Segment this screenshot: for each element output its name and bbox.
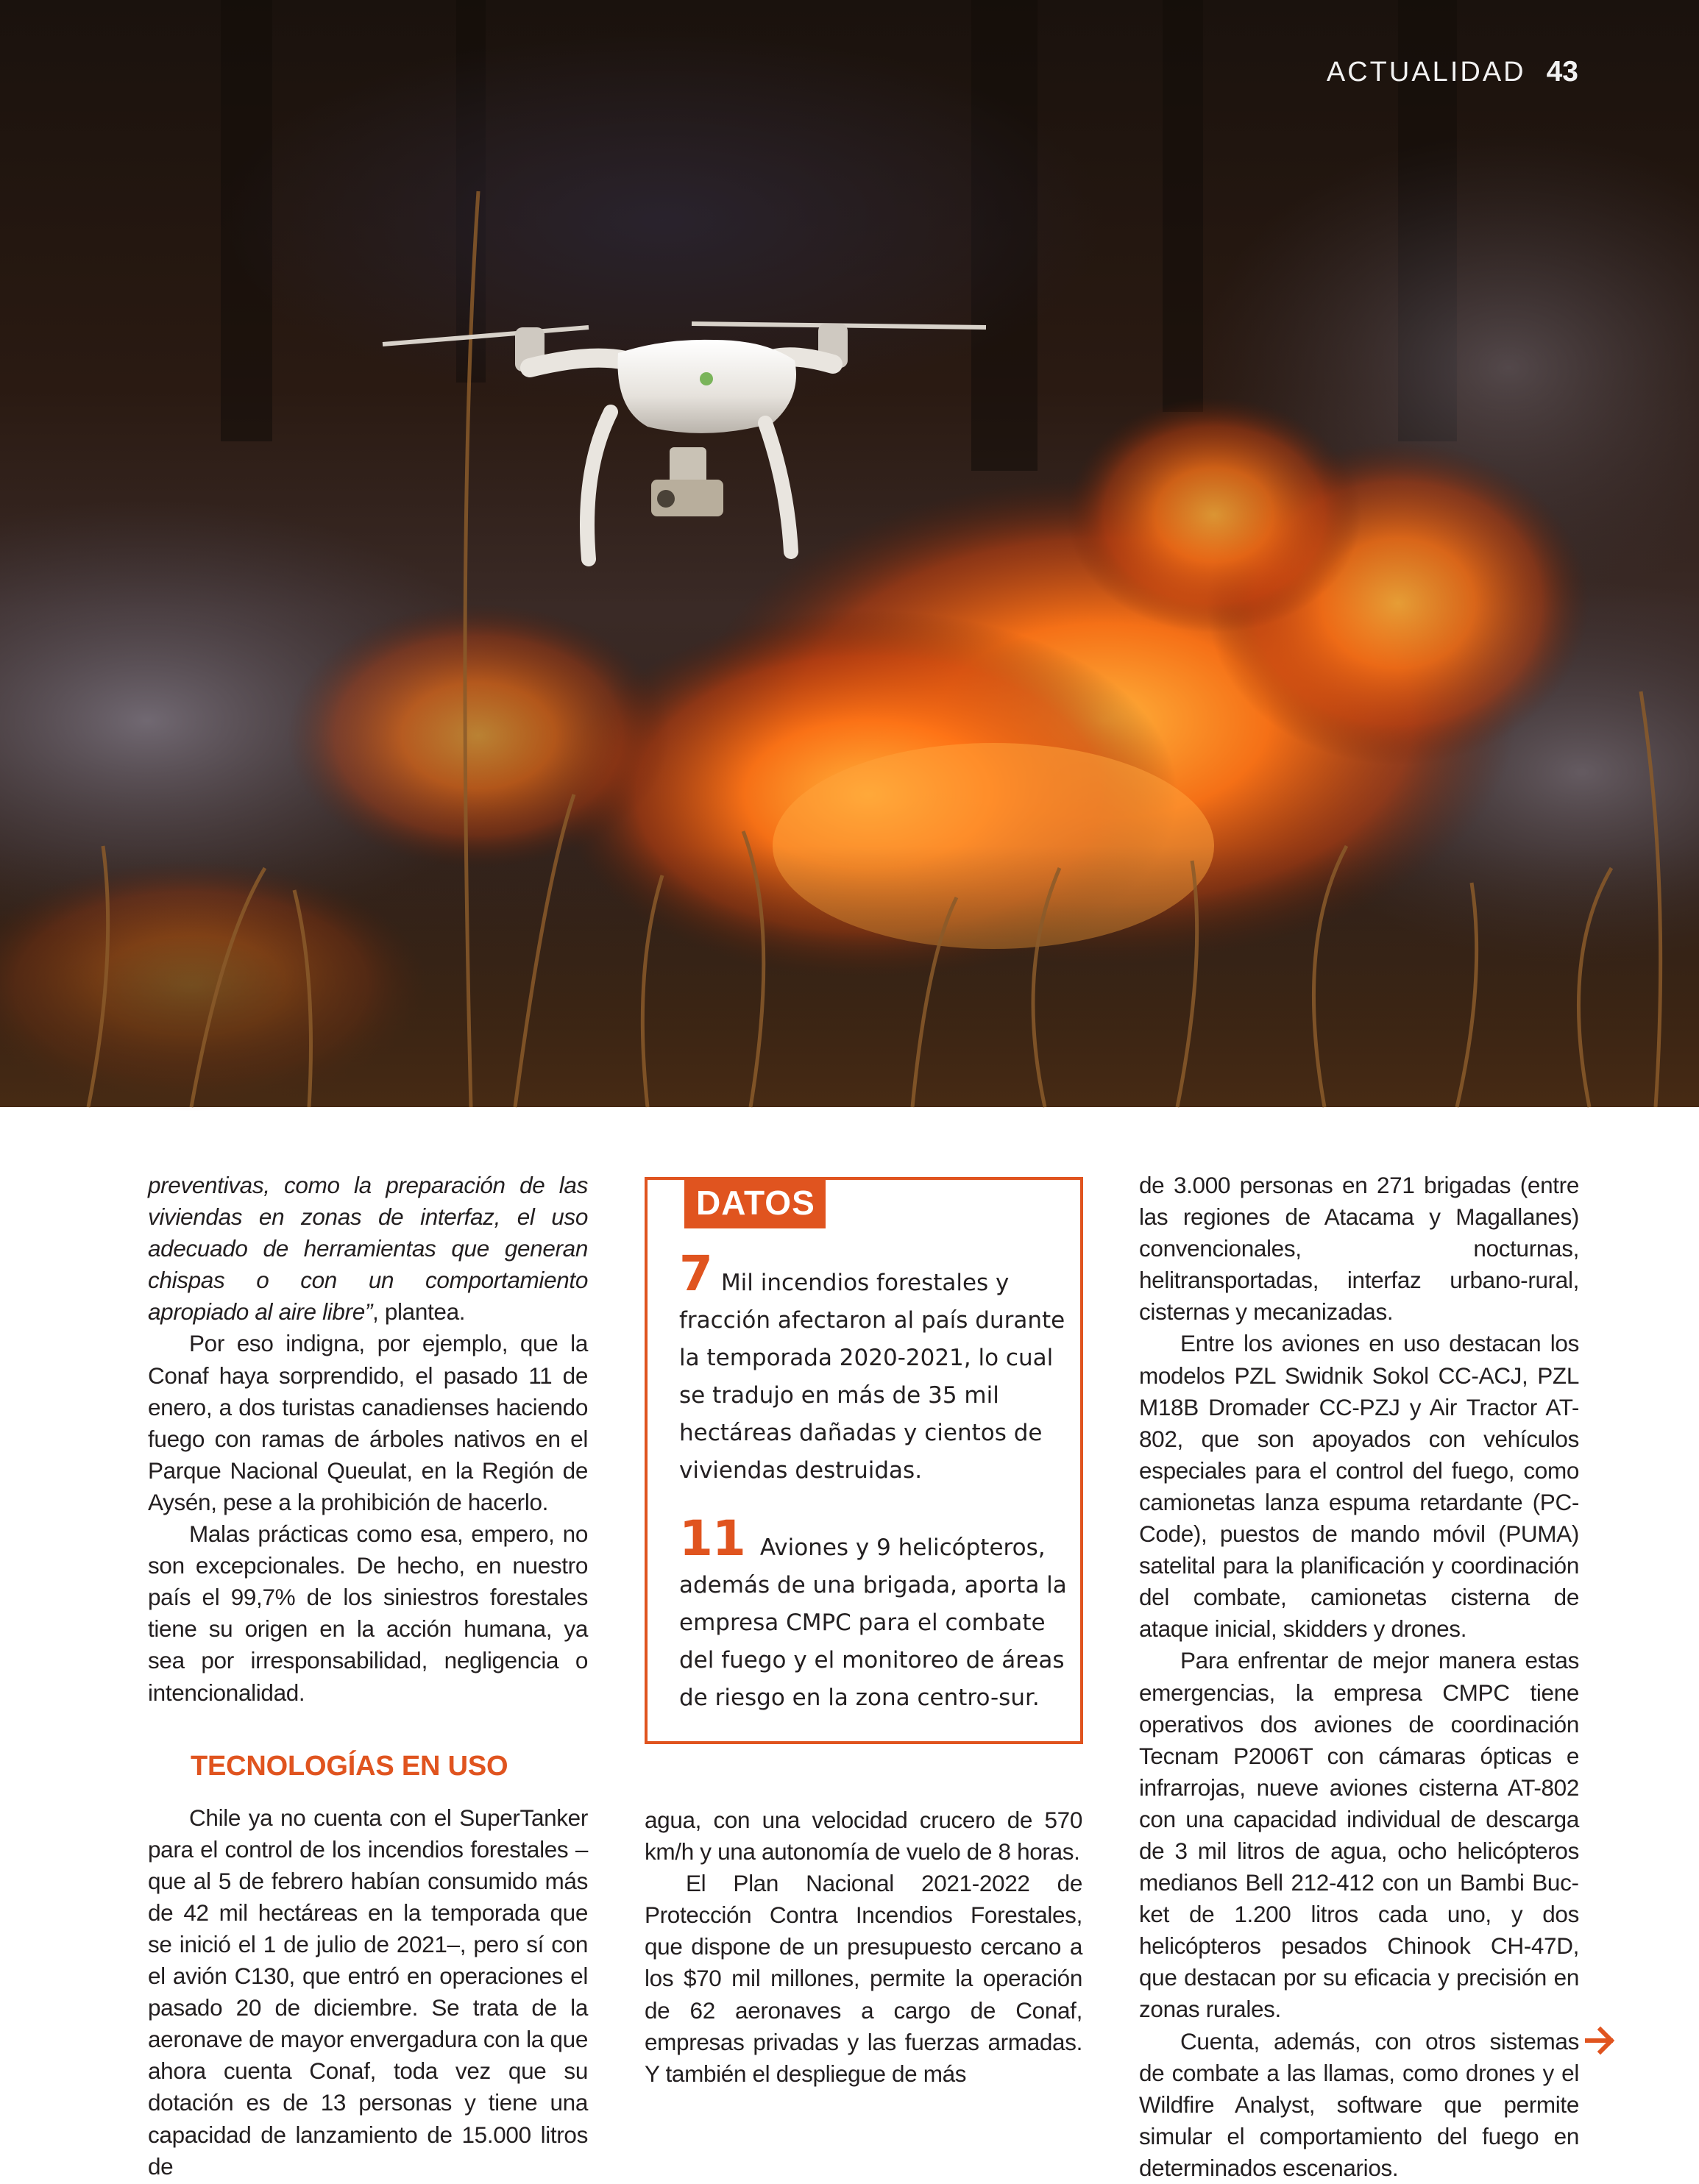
datos-title: DATOS bbox=[684, 1177, 826, 1228]
paragraph: Entre los aviones en uso destacan los modelos PZL Swidnik Sokol CC-ACJ, PZL M18B Dromader CC-PZJ y Air Tractor AT-802, que son apoyados con vehículos especiales para el control del fuego, como camionetas lanza espuma retardante (PC-Code), puestos de mando móvil (PUMA) satelital para la planificación y coordinación del combate, camionetas cisterna de ataque inicial, skidders y drones. bbox=[1139, 1330, 1579, 1643]
paragraph: Chile ya no cuenta con el SuperTanker para el control de los incendios forestales –que al 5 de febrero habían consumido más de 42 mil hectáreas en la temporada que se inició el 1 de julio de 2021–, pero sí con el avión C130, que entró en operaciones el pasado 20 de diciembre. Se trata de la aeronave de mayor envergadura con la que ahora cuenta Conaf, toda vez que su dotación es de 13 personas y tiene una capacidad de lanzamiento de 15.000 litros de bbox=[148, 1804, 588, 2180]
left-column bbox=[148, 1170, 588, 2183]
fact-number: 7 bbox=[679, 1245, 712, 1302]
paragraph: El Plan Nacional 2021-2022 de Protección Contra Incendios Forestales, que dispone de un presupuesto cercano a los $70 mil millones, permite la operación de 62 aeronaves a cargo de Conaf, empresas privadas y las fuerzas armadas. Y también el despliegue de más bbox=[645, 1870, 1082, 2087]
fact-number: 11 bbox=[679, 1510, 745, 1567]
paragraph: de 3.000 personas en 271 brigadas (entre las regiones de Atacama y Magallanes) convencionales, nocturnas, helitransportadas, interfaz urbano-rural, cisternas y mecanizadas. bbox=[1139, 1172, 1579, 1326]
quote-italic: preventivas, como la preparación de las viviendas en zonas de interfaz, el uso adecuado de herramientas que generan chispas o con un comportamiento apropiado al aire libre” bbox=[148, 1172, 588, 1326]
paragraph: Cuenta, además, con otros sistemas de combate a las llamas, como drones y el Wildfire Analyst, software que permite simular el comportamiento del fuego en determinados escenarios. bbox=[1139, 2027, 1579, 2181]
quote-tail: , plantea. bbox=[372, 1298, 466, 1326]
datos-fact bbox=[679, 1245, 1073, 1490]
section-label: ACTUALIDAD bbox=[1326, 57, 1526, 88]
paragraph: Para enfrentar de mejor manera estas emergencias, la empresa CMPC tiene operativos dos aviones de coordinación Tecnam P2006T con cámaras ópticas e infrarrojas, nueve aviones cisterna AT-802 con una capacidad individual de descarga de 3 mil litros de agua, ocho helicópteros medianos Bell 212-412 con un Bambi Bucket de 1.200 litros cada uno, y dos helicópteros pesados Chinook CH-47D, que destacan por su eficacia y precisión en zonas rurales. bbox=[1139, 1647, 1579, 2023]
middle-column bbox=[645, 1804, 1082, 2090]
paragraph bbox=[148, 1170, 588, 1328]
paragraph: agua, con una velocidad crucero de 570 km/h y una autonomía de vuelo de 8 horas. bbox=[645, 1807, 1082, 1865]
section-subheading: TECNOLOGÍAS EN USO bbox=[191, 1750, 508, 1782]
datos-fact bbox=[679, 1510, 1073, 1717]
arrow-right-icon[interactable] bbox=[1584, 2024, 1617, 2057]
paragraph: Malas prácticas como esa, empero, no son excepcionales. De hecho, en nuestro país el 99,7% de los siniestros forestales tiene su origen en la acción humana, ya sea por irresponsabilidad, negligencia o intencionalidad. bbox=[148, 1520, 588, 1706]
page-header bbox=[1327, 56, 1578, 88]
right-column bbox=[1139, 1170, 1579, 2184]
fact-text: Aviones y 9 helicópteros, además de una brigada, aporta la empresa CMPC para el combate del fuego y el monitoreo de áreas de riesgo en la zona centro-sur. bbox=[679, 1534, 1067, 1711]
page-number: 43 bbox=[1546, 56, 1578, 88]
fact-text: Mil incendios forestales y fracción afectaron al país durante la temporada 2020-2021, lo cual se tradujo en más de 35 mil hectáreas dañadas y cientos de viviendas destruidas. bbox=[679, 1270, 1065, 1484]
datos-box bbox=[645, 1177, 1083, 1744]
paragraph: Por eso indigna, por ejemplo, que la Conaf haya sorprendido, el pasado 11 de enero, a dos turistas canadienses haciendo fuego con ramas de árboles nativos en el Parque Nacional Queulat, en la Región de Aysén, pese a la prohibición de hacerlo. bbox=[148, 1330, 588, 1515]
